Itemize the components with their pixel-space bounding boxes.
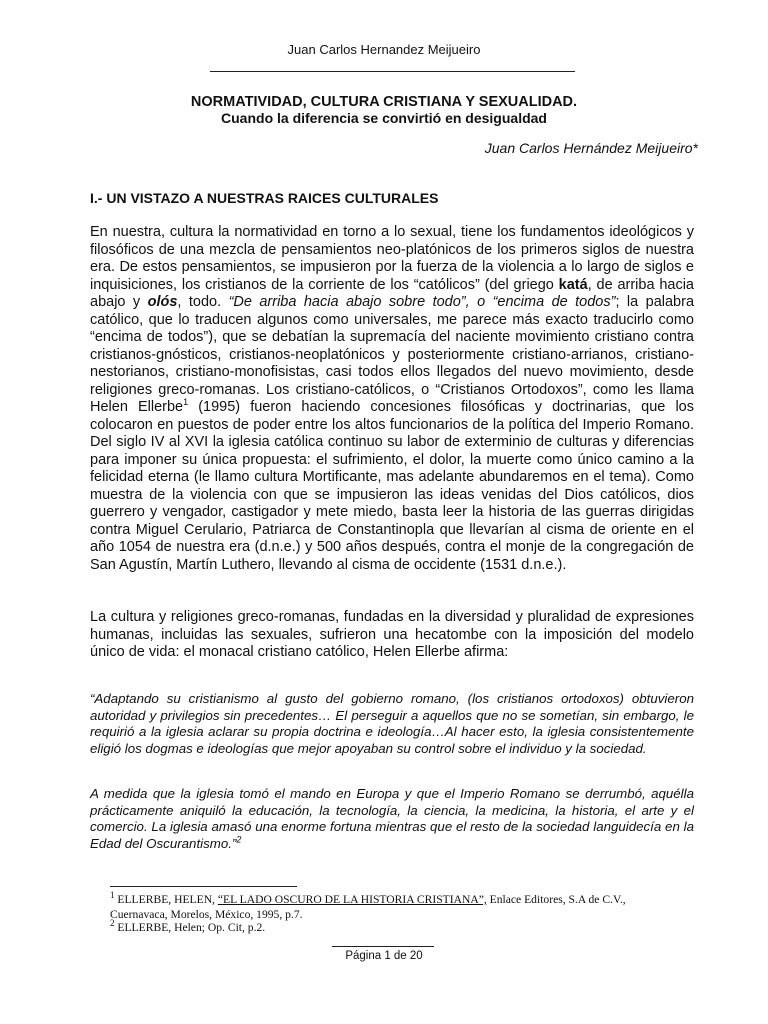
p1-text-b: , de arriba hacia abajo y [90, 276, 694, 310]
document-subtitle: Cuando la diferencia se convirtió en desigualdad [221, 110, 547, 126]
author-byline: Juan Carlos Hernández Meijueiro* [484, 140, 698, 156]
footnote-ref-2[interactable]: 2 [236, 834, 242, 845]
footnote-1 [110, 890, 670, 922]
footnote-1-publisher: Enlace Editores, S.A de C.V., Cuernavaca, Morelos, México, 1995, p.7. [110, 893, 626, 921]
footnote-ref-1[interactable]: 1 [183, 397, 189, 408]
section-heading: I.- UN VISTAZO A NUESTRAS RAICES CULTURALES [90, 190, 439, 206]
body-paragraph-2: La cultura y religiones greco-romanas, fundadas en la diversidad y pluralidad de expresiones humanas, incluidas las sexuales, sufrieron una hecatombe con la imposición del modelo único de vida: el monacal cristiano católico, Helen Ellerbe afirma: [90, 609, 694, 660]
footnote-1-number: 1 [110, 890, 115, 901]
p1-text-e: ; la palabra católico, que lo traducen algunos como universales, me parece más exacto traducirlo como “encima de todos”), que se debatían la supremacía del naciente movimiento cristiano contra cristianos-gnósticos, cristianos-neoplatónicos y posteriormente cristiano-arrianos, cristiano-nestorianos, cristiano-monofisistas, casi todos ellos llegados del nuevo movimiento, desde religiones greco-romanas. Los cristiano-católicos, o “Cristianos Ortodoxos”, como les llama Helen Ellerbe [90, 294, 695, 415]
page-number: Página 1 de 20 [345, 950, 423, 962]
footnote-2 [110, 918, 670, 936]
p1-text-f: (1995) fueron haciendo concesiones filosóficas y doctrinarias, que los colocaron en puestos de poder entre los altos funcionarios de la política del Imperio Romano. Del siglo IV al XVI la iglesia católica continuo su labor de exterminio de culturas y diferencias para imponer su única propuesta: el sufrimiento, el dolor, la muerte como único camino a la felicidad eterna (le llamo cultura Mortificante, mas adelante abundaremos en el tema). Como muestra de la violencia con que se impusieron las ideas venidas del Dios católicos, dios guerrero y vengador, castigador y mete miedo, basta leer la historia de las guerras dirigidas contra Miguel Cerulario, Patriarca de Constantinopla que llevarían al cisma de oriente en el año 1054 de nuestra era (d.n.e.) y 500 años después, contra el monje de la congregación de San Agustín, Martín Luthero, llevando al cisma de occidente (1531 d.n.e.). [90, 399, 694, 573]
p1-text-c: , todo. [177, 294, 229, 310]
footnote-2-number: 2 [110, 918, 115, 929]
quote-paragraph-1: “Adaptando su cristianismo al gusto del gobierno romano, (los cristianos ortodoxos) obtuvieron autoridad y privilegios sin precedentes… El perseguir a aquellos que no se sometían, sin embargo, le requirió a la iglesia aclarar su propia doctrina e ideología…Al hacer esto, la iglesia consistentemente eligió los dogmas e ideologías que mejor apoyaban su control sobre el individuo y la sociedad. [90, 691, 694, 756]
footnote-rule [110, 886, 297, 887]
p1-italic-phrase: “De arriba hacia abajo sobre todo”, o “encima de todos” [228, 294, 616, 310]
p1-term-kata: katá [558, 276, 588, 293]
running-header: Juan Carlos Hernandez Meijueiro [287, 42, 481, 57]
footnote-2-text: ELLERBE, Helen; Op. Cit, p.2. [114, 921, 266, 934]
quote-paragraph-2 [90, 786, 694, 852]
footnote-1-title: “EL LADO OSCURO DE LA HISTORIA CRISTIANA”, [217, 893, 487, 906]
body-paragraph-1 [90, 224, 694, 574]
header-rule [210, 71, 575, 72]
p1-term-olos: olós [147, 294, 178, 310]
p1-text-a: En nuestra, cultura la normatividad en torno a lo sexual, tiene los fundamentos ideológicos y filosóficos de una mezcla de pensamientos neo-platónicos de los primeros siglos de nuestra era. De estos pensamientos, se impusieron por la fuerza de la violencia a lo largo de siglos e inquisiciones, los cristianos de la corriente de los “católicos” (del griego [90, 224, 694, 293]
document-title: NORMATIVIDAD, CULTURA CRISTIANA Y SEXUALIDAD. [190, 94, 578, 110]
footer-rule [332, 946, 434, 947]
footnote-1-author: ELLERBE, HELEN, [114, 893, 218, 906]
quote2-text: A medida que la iglesia tomó el mando en Europa y que el Imperio Romano se derrumbó, aquélla prácticamente aniquiló la educación, la tecnología, la ciencia, la medicina, la historia, el arte y el comercio. La iglesia amasó una enorme fortuna mientras que el resto de la sociedad languidecía en la Edad del Oscurantismo.” [90, 786, 694, 851]
